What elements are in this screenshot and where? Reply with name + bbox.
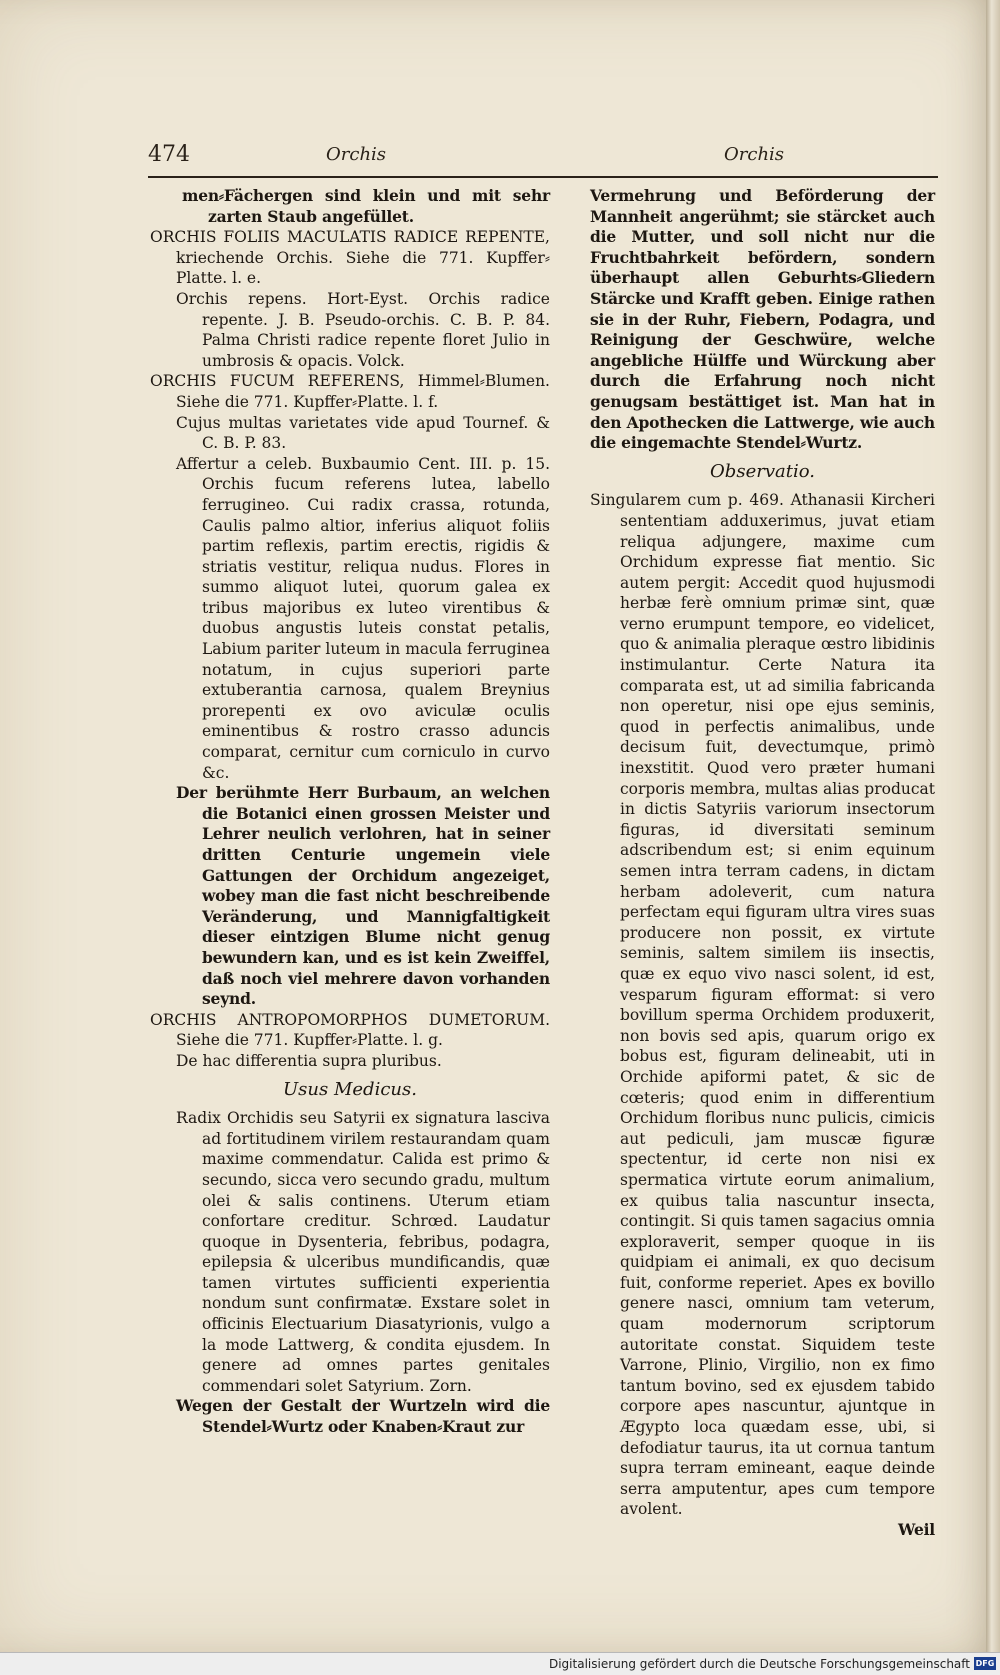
running-head-left: Orchis [326,144,387,165]
page-edge [986,0,1000,1652]
right-column-paragraph: Observatio. [710,460,815,482]
left-column-paragraph: Wegen der Gestalt der Wurtzeln wird die Stendel⸗Wurtz oder Knaben⸗Kraut zur [176,1396,550,1437]
page-number: 474 [148,142,190,167]
left-column-paragraph: Cujus multas varietates vide apud Tournef. & C. B. P. 83. [176,413,550,453]
running-head [148,142,785,172]
right-column-paragraph: Weil [898,1520,935,1539]
left-column-paragraph: Radix Orchidis seu Satyrii ex signatura lasciva ad fortitudinem virilem restaurandam quam maxime commendatur. Calida est primo & secundo, sicca vero secundo gradu, multum olei & salis continens. Uterum etiam confortare creditur. Schrœd. Laudatur quoque in Dysenteria, febribus, podagra, epilepsia & ulceribus mundificandis, quæ tamen virtutes sufficienti experientia nondum sunt confirmatæ. Exstare solet in officinis Electuarium Diasatyrionis, vulgo a la mode Lattwerg, & condita ejusdem. In genere ad omnes partes genitales commendari solet Satyrium. Zorn. [176,1109,550,1395]
left-column-paragraph: De hac differentia supra pluribus. [176,1051,442,1070]
footer-bar [0,1652,1000,1675]
right-column-paragraph: Singularem cum p. 469. Athanasii Kircheri sententiam adduxerimus, juvat etiam reliqua adjungere, maxime cum Orchidum expresse fiat mentio. Sic autem pergit: Accedit quod hujusmodi herbæ ferè omnium primæ sint, quæ verno erumpunt tempore, eo videlicet, quo & animalia pleraque œstro libidinis instimulantur. Certe Natura ita comparata est, ut ad similia fabricanda non operetur, nisi ope ejus seminis, quod in perfectis animalibus, unde decisum fuit, devectumque, primò inexstitit. Quod vero præter humani corporis membra, multas alias producat in dictis Satyriis variorum insectorum figuras, id diversitati seminum adscribendum est; si enim equinum semen intra terram cadens, in dictam herbam adoleverit, cum natura perfectam equi figuram ultra vires suas producere non possit, ex virtute seminis, saltem similem iis insectis, quæ ex equo vivo nasci solent, id est, vesparum figuram efformat: si vero bovillum sperma Orchidem produxerit, non bovis sed apis, quarum origo ex bobus est, figuram delineabit, uti in Orchide apiformi patet, & sic de cœteris; quod enim in differentium Orchidum floribus nunc pulicis, cimicis aut pediculi, jam muscæ figuræ spectentur, id certe non nisi ex spermatica virtute eorum animalium, ex quibus talia nascuntur insecta, contingit. Si quis tamen sagacius omnia exploraverit, semper quoque in iis quidpiam ei animali, ex quo decisum fuit, conforme reperiet. Apes ex bovillo genere nasci, omnium tam veterum, quam modernorum scriptorum autoritate constat. Siquidem teste Varrone, Plinio, Virgilio, non ex fimo tantum bovino, sed ex ejusdem tabido corpore apes nascuntur, ajuntque in Ægypto loca quædam esse, ubi, si defodiatur taurus, ita ut cornua tantum supra terram emineant, eaque deinde serra amputentur, apes cum tempore avolent. [590,491,935,1519]
running-head-right: Orchis [724,144,785,165]
right-column [590,186,935,1541]
left-column-paragraph: ORCHIS ANTROPOMORPHOS DUMETORUM. Siehe die 771. Kupffer⸗Platte. l. g. [150,1010,550,1050]
dfg-logo: DFG [975,1659,995,1668]
header-rule [148,176,938,178]
left-column [150,186,550,1438]
left-column-paragraph: Der berühmte Herr Burbaum, an welchen die Botanici einen grossen Meister und Lehrer neulich verlohren, hat in seiner dritten Centurie ungemein viele Gattungen der Orchidum angezeiget, wobey man die fast nicht beschreibende Veränderung, und Mannigfaltigkeit dieser eintzigen Blume nicht genug bewundern kan, und es ist kein Zweiffel, daß noch viel mehrere davon vorhanden seynd. [176,783,550,1009]
left-column-paragraph: Affertur a celeb. Buxbaumio Cent. III. p. 15. Orchis fucum referens lutea, labello ferrugineo. Cui radix crassa, rotunda, Caulis palmo altior, inferius aliquot foliis partim reflexis, partim erectis, rigidis & striatis vestitur, reliqua nudus. Flores in summo aliquot lutei, quorum galea ex tribus majoribus ex luteo virentibus & duobus angustis luteis constat petalis, Labium pariter luteum in macula ferruginea notatum, in cujus superiori parte extuberantia carnosa, qualem Breynius prorepenti ex ovo aviculæ oculis eminentibus & rostro crasso aduncis comparat, cernitur cum corniculo in curvo &c. [176,454,550,782]
left-column-paragraph: ORCHIS FUCUM REFERENS, Himmel⸗Blumen. Siehe die 771. Kupffer⸗Platte. l. f. [150,372,550,411]
right-column-paragraph: Vermehrung und Beförderung der Mannheit angerühmt; sie stärcket auch die Mutter, und soll nicht nur die Fruchtbahrkeit befördern, sondern überhaupt allen Geburhts⸗Gliedern Stärcke und Krafft geben. Einige rathen sie in der Ruhr, Fiebern, Podagra, und Reinigung der Geschwüre, welche angebliche Hülffe und Würckung aber durch die Erfahrung noch nicht genugsam bestättiget ist. Man hat in den Apothecken die Lattwerge, wie auch die eingemachte Stendel⸗Wurtz. [590,186,935,453]
left-column-paragraph: Usus Medicus. [283,1078,417,1100]
left-column-paragraph: ORCHIS FOLIIS MACULATIS RADICE REPENTE, kriechende Orchis. Siehe die 771. Kupffer⸗Platte. l. e. [150,228,550,288]
left-column-paragraph: men⸗Fächergen sind klein und mit sehr zarten Staub angefüllet. [182,186,550,226]
footer-credit: Digitalisierung gefördert durch die Deutsche Forschungsgemeinschaft [548,1657,970,1671]
left-column-paragraph: Orchis repens. Hort-Eyst. Orchis radice repente. J. B. Pseudo-orchis. C. B. P. 84. Palma Christi radice repente floret Julio in umbrosis & opacis. Volck. [176,289,550,370]
